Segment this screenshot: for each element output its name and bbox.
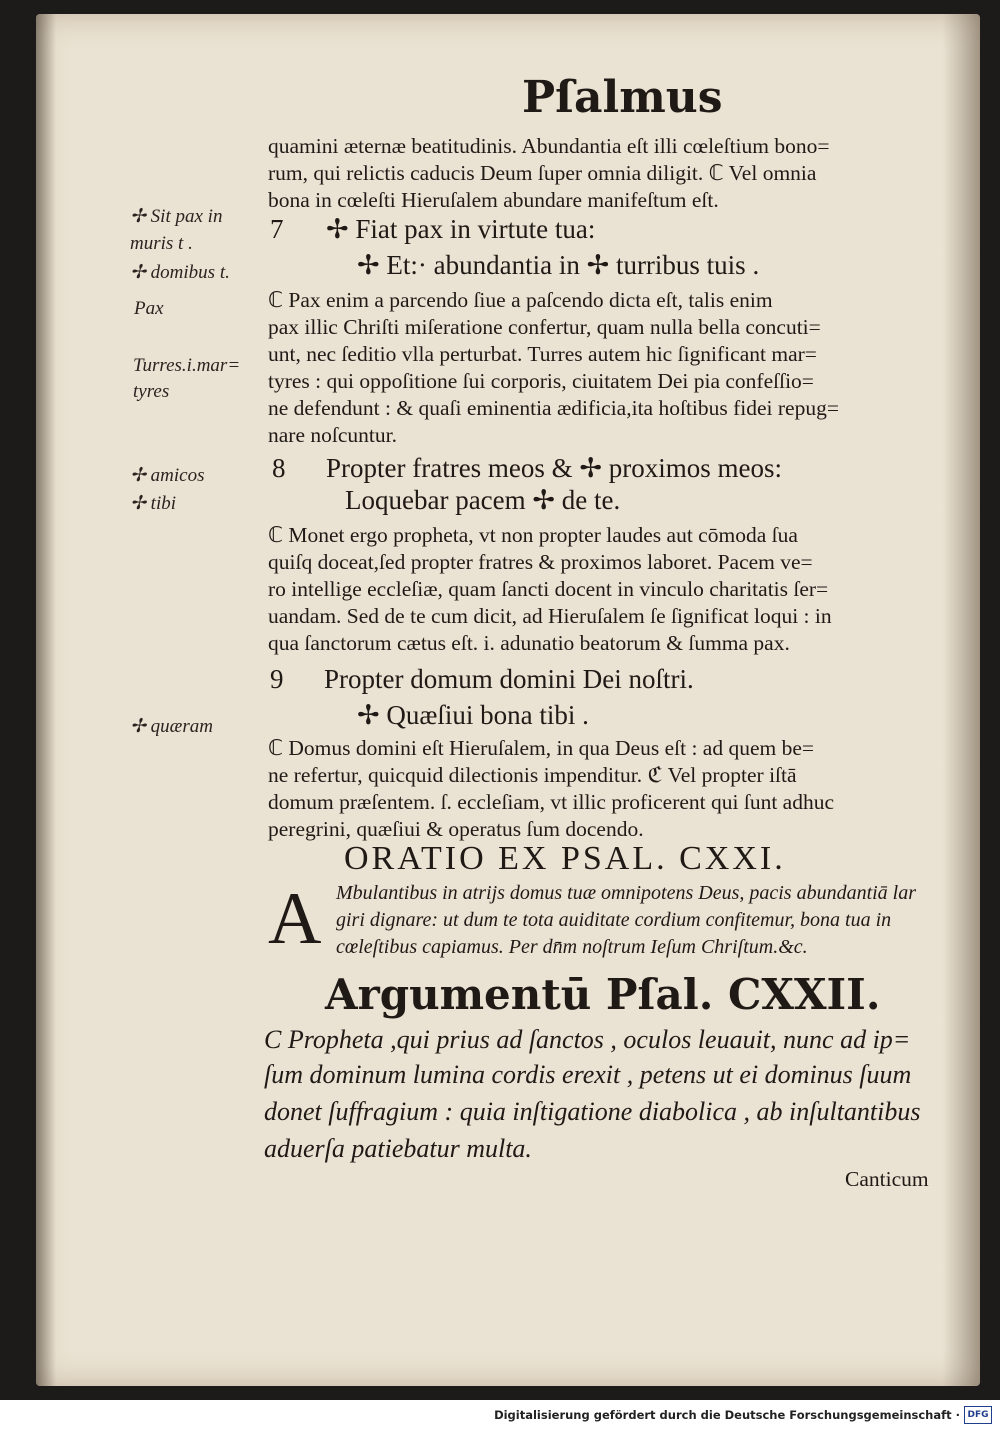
margin-note: tyres xyxy=(133,381,170,402)
commentary-line: pax illic Chriſti miſeratione confertur, quam nulla bella concuti= xyxy=(268,315,821,339)
footer-credit: Digitalisierung gefördert durch die Deutsche Forschungsgemeinschaft · xyxy=(494,1408,960,1422)
margin-note: muris t . xyxy=(130,233,193,254)
commentary-line: domum præſentem. ſ. eccleſiam, vt illic proficerent qui ſunt adhuc xyxy=(268,790,835,814)
verse-number: 8 xyxy=(272,453,286,483)
page-edge-shadow xyxy=(942,14,980,1386)
margin-note: ✢ domibus t. xyxy=(130,262,230,283)
catchword: Canticum xyxy=(845,1167,929,1191)
margin-note: ✢ tibi xyxy=(130,493,177,514)
commentary-line: unt, nec ſeditio vlla perturbat. Turres autem hic ſignificant mar= xyxy=(268,342,817,366)
margin-note: ✢ quæram xyxy=(130,716,213,737)
commentary-line: ne defendunt : & quaſi eminentia ædificia,ita hoſtibus fidei repug= xyxy=(268,396,839,420)
commentary-line: ℂ Domus domini eſt Hieruſalem, in qua Deus eſt : ad quem be= xyxy=(268,736,815,760)
verse-number: 7 xyxy=(270,214,284,244)
commentary-line: ℂ Pax enim a parcendo ſiue a paſcendo dicta eſt, talis enim xyxy=(268,288,773,312)
commentary-line: ro intellige eccleſiæ, quam ſancti docent in vinculo charitatis ſer= xyxy=(268,577,829,601)
page-gutter-shadow xyxy=(36,14,56,1386)
margin-note: ✢ Sit pax in xyxy=(130,206,223,227)
footer-bar xyxy=(0,1403,1000,1429)
text-line: rum, qui relictis caducis Deum ſuper omnia diligit. ℂ Vel omnia xyxy=(268,161,817,185)
argumentum-title: Argumentū Pſal. CXXII. xyxy=(325,970,881,1019)
margin-note: Turres.i.mar= xyxy=(133,355,241,376)
text-line: bona in cœleſti Hieruſalem abundare manifeſtum eſt. xyxy=(268,188,719,212)
oratio-line: cœleſtibus capiamus. Per dn̄m noſtrum Ieſum Chriſtum.&c. xyxy=(336,936,808,958)
oratio-line: Mbulantibus in atrijs domus tuæ omnipotens Deus, pacis abundantiā lar xyxy=(336,882,917,904)
margin-note: ✢ amicos xyxy=(130,465,205,486)
drop-cap: A xyxy=(268,878,322,960)
oratio-line: giri dignare: ut dum te tota auiditate cordium confitemur, bona tua in xyxy=(336,909,892,931)
text-line: quamini æternæ beatitudinis. Abundantia eſt illi cœleſtium bono= xyxy=(268,134,830,158)
verse-line: ✢ Quæſiui bona tibi . xyxy=(357,700,589,730)
argumentum-line: donet ſuffragium : quia inſtigatione diabolica , ab inſultantibus xyxy=(264,1097,921,1126)
commentary-line: nare noſcuntur. xyxy=(268,423,397,447)
running-head: Pſalmus xyxy=(522,72,723,123)
verse-line: Propter fratres meos & ✢ proximos meos: xyxy=(326,453,783,483)
commentary-line: peregrini, quæſiui & operatus ſum docendo. xyxy=(268,817,644,841)
commentary-line: tyres : qui oppoſitione ſui corporis, ciuitatem Dei pia confeſſio= xyxy=(268,369,814,393)
commentary-line: qua ſanctorum cætus eſt. i. adunatio beatorum & ſumma pax. xyxy=(268,631,790,655)
argumentum-line: C Propheta ,qui prius ad ſanctos , oculos leuauit, nunc ad ip= xyxy=(264,1025,911,1054)
verse-line: Propter domum domini Dei noſtri. xyxy=(324,664,694,694)
commentary-line: quiſq doceat,ſed propter fratres & proximos laboret. Pacem ve= xyxy=(268,550,813,574)
argumentum-line: ſum dominum lumina cordis erexit , petens ut ei dominus ſuum xyxy=(264,1060,912,1089)
verse-number: 9 xyxy=(270,664,284,694)
dfg-logo-icon[interactable]: DFG xyxy=(964,1406,992,1424)
verse-line: Loquebar pacem ✢ de te. xyxy=(345,485,621,515)
argumentum-line: aduerſa patiebatur multa. xyxy=(264,1134,532,1163)
commentary-line: uandam. Sed de te cum dicit, ad Hieruſalem ſe ſignificat loqui : in xyxy=(268,604,832,628)
oratio-title: ORATIO EX PSAL. CXXI. xyxy=(344,840,786,877)
commentary-line: ne refertur, quicquid dilectionis impenditur. ℭ Vel propter iſtā xyxy=(268,763,797,787)
verse-line: ✢ Et:· abundantia in ✢ turribus tuis . xyxy=(357,250,760,280)
margin-note: Pax xyxy=(134,298,164,319)
commentary-line: ℂ Monet ergo propheta, vt non propter laudes aut cōmoda ſua xyxy=(268,523,798,547)
verse-line: ✢ Fiat pax in virtute tua: xyxy=(326,214,596,244)
